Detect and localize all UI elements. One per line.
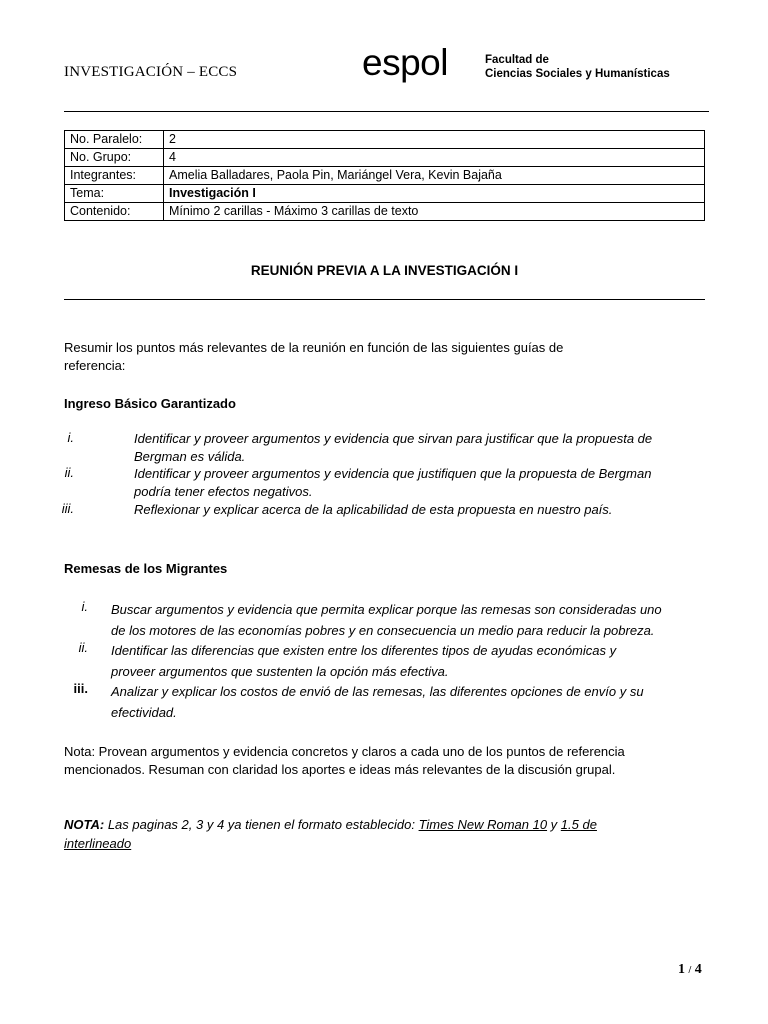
list-item-text	[134, 501, 702, 519]
contenido-value: Mínimo 2 carillas - Máximo 3 carillas de texto	[164, 203, 705, 221]
nota-paragraph	[64, 743, 702, 779]
list-item-number: i.	[81, 599, 88, 614]
intro-line-2: referencia:	[64, 358, 126, 373]
intro-line-1: Resumir los puntos más relevantes de la reunión en función de las siguientes guías de	[64, 340, 564, 355]
grupo-label: No. Grupo:	[65, 149, 164, 167]
intro-paragraph	[64, 339, 624, 375]
list-item-number: iii.	[73, 681, 88, 696]
faculty-line-1: Facultad de	[485, 54, 549, 66]
list-item-line: de los motores de las economías pobres y en consecuencia un medio para reducir la pobreza.	[111, 623, 655, 638]
list-item-line: Identificar y proveer argumentos y evidencia que sirvan para justificar que la propuesta de	[134, 431, 653, 446]
list-item-line: Analizar y explicar los costos de envió de las remesas, las diferentes opciones de envío y su	[111, 684, 644, 699]
list-item-line: Buscar argumentos y evidencia que permita explicar porque las remesas son consideradas uno	[111, 602, 662, 617]
format-note-spacing: 1.5 de	[560, 817, 597, 832]
document-header-title: INVESTIGACIÓN – ECCS	[64, 64, 238, 80]
faculty-line-2: Ciencias Sociales y Humanísticas	[485, 68, 670, 80]
format-note-text: Las paginas 2, 3 y 4 ya tienen el formato establecido:	[104, 817, 419, 832]
integrantes-label: Integrantes:	[65, 167, 164, 185]
list-item-text	[134, 430, 702, 466]
integrantes-value: Amelia Balladares, Paola Pin, Mariángel Vera, Kevin Bajaña	[164, 167, 705, 185]
header-divider	[64, 111, 709, 112]
section-heading-remesas: Remesas de los Migrantes	[64, 561, 228, 576]
nota-line-2: mencionados. Resuman con claridad los aportes e ideas más relevantes de la discusión grupal.	[64, 762, 616, 777]
list-item-line: Identificar las diferencias que existen entre los diferentes tipos de ayudas económicas y	[111, 643, 617, 658]
list-item-text	[134, 465, 702, 501]
page-current: 1	[678, 962, 685, 977]
list-item-number: ii.	[64, 465, 74, 480]
format-note-font: Times New Roman 10	[418, 817, 548, 832]
table-row	[65, 131, 705, 149]
format-note-and: y	[547, 817, 561, 832]
page-separator: /	[688, 965, 692, 976]
list-item-line: Identificar y proveer argumentos y evidencia que justifiquen que la propuesta de Bergman	[134, 466, 652, 481]
format-note-label: NOTA:	[64, 817, 105, 832]
contenido-label: Contenido:	[65, 203, 164, 221]
paralelo-label: No. Paralelo:	[65, 131, 164, 149]
table-row	[65, 149, 705, 167]
page-number	[678, 962, 702, 978]
list-item-line: proveer argumentos que sustenten la opción más efectiva.	[111, 664, 449, 679]
table-row	[65, 203, 705, 221]
list-item-line: Reflexionar y explicar acerca de la aplicabilidad de esta propuesta en nuestro país.	[134, 502, 613, 517]
page-total: 4	[694, 962, 702, 977]
tema-value: Investigación I	[164, 185, 705, 203]
format-note-spacing-cont: interlineado	[64, 836, 132, 851]
section-heading-ingreso: Ingreso Básico Garantizado	[64, 396, 236, 411]
list-item-text	[111, 681, 702, 723]
table-row	[65, 185, 705, 203]
faculty-name	[485, 53, 670, 81]
list-item-line: Bergman es válida.	[134, 449, 246, 464]
list-item-text	[111, 599, 702, 641]
list-item-number: iii.	[61, 501, 74, 516]
list-item-number: i.	[67, 430, 74, 445]
espol-logo: espol	[362, 42, 448, 83]
list-item-line: efectividad.	[111, 705, 177, 720]
paralelo-value: 2	[164, 131, 705, 149]
grupo-value: 4	[164, 149, 705, 167]
title-divider	[64, 299, 705, 300]
list-item-text	[111, 640, 702, 682]
group-info-table	[64, 130, 705, 221]
table-row	[65, 167, 705, 185]
format-note	[64, 815, 702, 853]
tema-label: Tema:	[65, 185, 164, 203]
document-title: REUNIÓN PREVIA A LA INVESTIGACIÓN I	[250, 263, 519, 278]
list-item-number: ii.	[78, 640, 88, 655]
nota-line-1: Nota: Provean argumentos y evidencia concretos y claros a cada uno de los puntos de referencia	[64, 744, 625, 759]
list-item-line: podría tener efectos negativos.	[134, 484, 313, 499]
